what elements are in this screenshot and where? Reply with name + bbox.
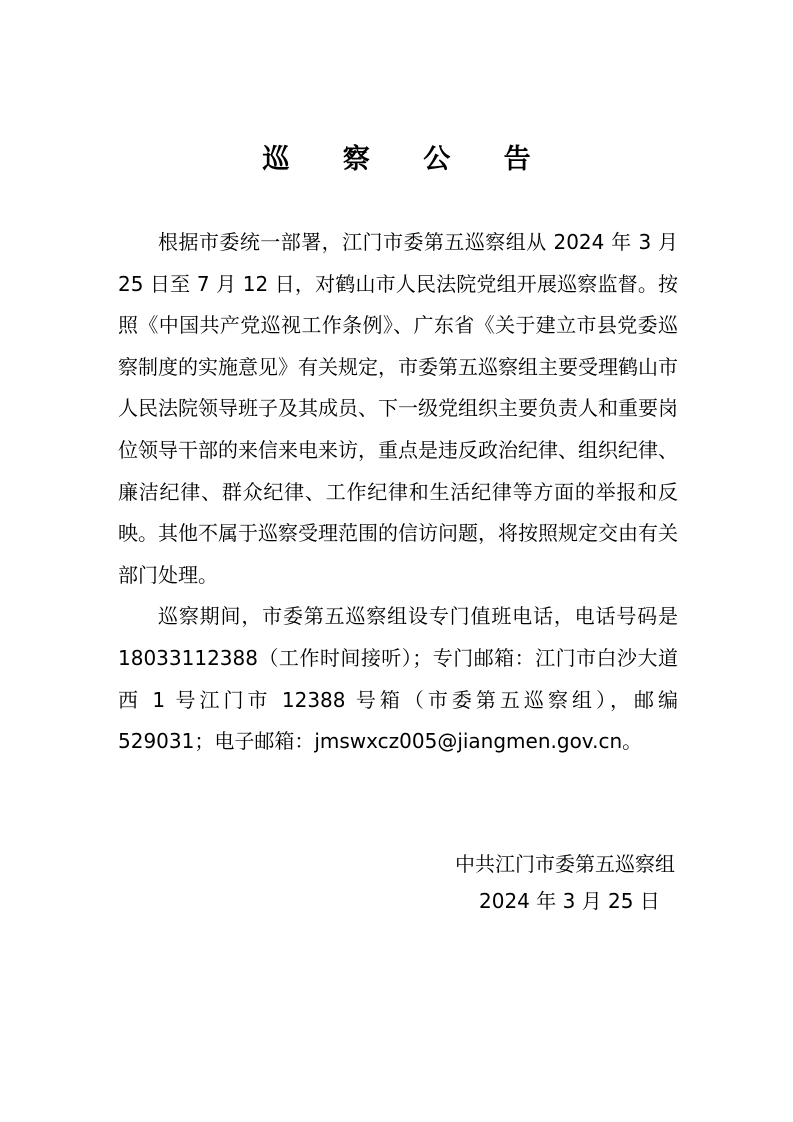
paragraph-contact-info: 巡察期间，市委第五巡察组设专门值班电话，电话号码是 18033112388（工作时间接听）；专门邮箱：江门市白沙大道西 1 号江门市 12388 号箱（市委第五巡察组），邮编 529031；电子邮箱：jmswxcz005@jiangmen.gov.cn。 [118,604,678,754]
signature-block [455,846,675,920]
signature-date: 2024 年 3 月 25 日 [479,889,660,913]
document-body [118,222,678,763]
document-title: 巡 察 公 告 [262,144,553,175]
signature-organization: 中共江门市委第五巡察组 [455,852,675,876]
paragraph-inspection-scope: 根据市委统一部署，江门市委第五巡察组从 2024 年 3 月 25 日至 7 月 12 日，对鹤山市人民法院党组开展巡察监督。按照《中国共产党巡视工作条例》、广东省《关于建立市县党委巡察制度的实施意见》有关规定，市委第五巡察组主要受理鹤山市人民法院领导班子及其成员、下一级党组织主要负责人和重要岗位领导干部的来信来电来访，重点是违反政治纪律、组织纪律、廉洁纪律、群众纪律、工作纪律和生活纪律等方面的举报和反映。其他不属于巡察受理范围的信访问题，将按照规定交由有关部门处理。 [118,230,678,587]
